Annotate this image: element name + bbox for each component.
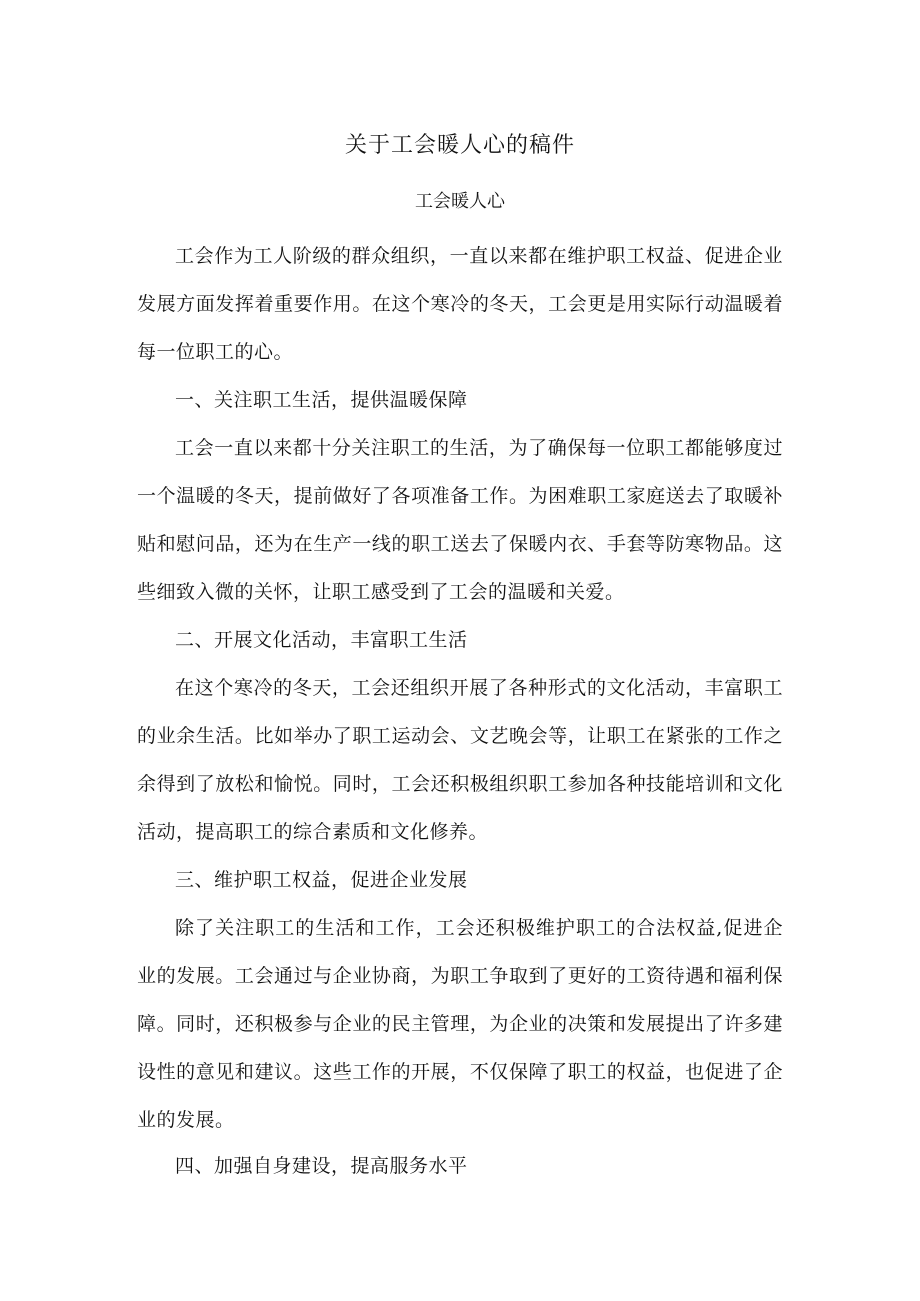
section-heading-1: 一、关注职工生活，提供温暖保障 xyxy=(175,389,468,411)
section-heading-4: 四、加强自身建设，提高服务水平 xyxy=(175,1155,468,1177)
document-subtitle: 工会暖人心 xyxy=(415,191,505,212)
section-body-1: 工会一直以来都十分关注职工的生活，为了确保每一位职工都能够度过一个温暖的冬天，提前做好了各项准备工作。为困难职工家庭送去了取暖补贴和慰问品，还为在生产一线的职工送去了保暖内衣、手套等防寒物品。这些细致入微的关怀，让职工感受到了工会的温暖和关爱。 xyxy=(137,437,783,603)
section-body-3: 除了关注职工的生活和工作，工会还积极维护职工的合法权益,促进企业的发展。工会通过与企业协商，为职工争取到了更好的工资待遇和福利保障。同时，还积极参与企业的民主管理，为企业的决策和发展提出了许多建设性的意见和建议。这些工作的开展，不仅保障了职工的权益，也促进了企业的发展。 xyxy=(137,917,783,1131)
section-heading-3: 三、维护职工权益，促进企业发展 xyxy=(175,869,468,891)
section-heading-2: 二、开展文化活动，丰富职工生活 xyxy=(175,629,468,651)
document-title: 关于工会暖人心的稿件 xyxy=(344,133,575,158)
intro-paragraph: 工会作为工人阶级的群众组织，一直以来都在维护职工权益、促进企业发展方面发挥着重要作用。在这个寒冷的冬天，工会更是用实际行动温暖着每一位职工的心。 xyxy=(137,245,783,363)
document-body xyxy=(137,232,783,1188)
section-body-2: 在这个寒冷的冬天，工会还组织开展了各种形式的文化活动，丰富职工的业余生活。比如举办了职工运动会、文艺晚会等，让职工在紧张的工作之余得到了放松和愉悦。同时，工会还积极组织职工参加各种技能培训和文化活动，提高职工的综合素质和文化修养。 xyxy=(137,677,783,843)
